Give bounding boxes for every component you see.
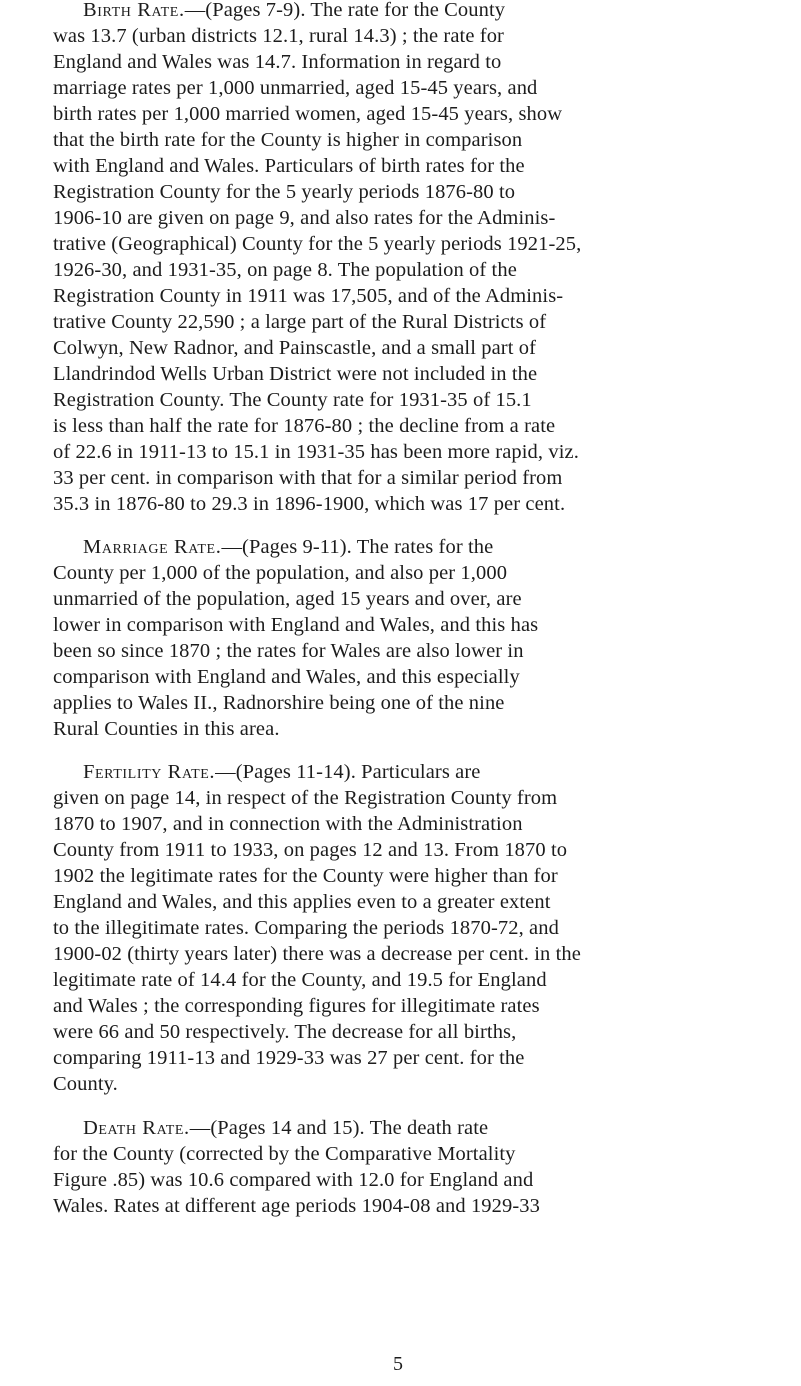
first-line-text: —(Pages 11-14). Particulars are [215, 761, 481, 783]
text-line: Rural Counties in this area. [53, 718, 280, 740]
section-heading: Death Rate. [83, 1117, 190, 1139]
text-line: County from 1911 to 1933, on pages 12 and 13. From 1870 to [53, 839, 568, 861]
text-line: Llandrindod Wells Urban District were not included in the [53, 363, 538, 385]
section-heading: Birth Rate. [83, 0, 185, 21]
text-line: with England and Wales. Particulars of birth rates for the [53, 155, 525, 177]
text-line: Colwyn, New Radnor, and Painscastle, and a small part of [53, 337, 537, 359]
text-line: lower in comparison with England and Wales, and this has [53, 614, 539, 636]
text-line: England and Wales, and this applies even to a greater extent [53, 891, 551, 913]
text-line: of 22.6 in 1911-13 to 15.1 in 1931-35 has been more rapid, viz. [53, 441, 579, 463]
text-line: been so since 1870 ; the rates for Wales are also lower in [53, 640, 524, 662]
text-line: Registration County for the 5 yearly periods 1876-80 to [53, 181, 516, 203]
text-line: England and Wales was 14.7. Information in regard to [53, 51, 502, 73]
text-line: trative County 22,590 ; a large part of the Rural Districts of [53, 311, 547, 333]
text-line: were 66 and 50 respectively. The decrease for all births, [53, 1021, 517, 1043]
page-number: 5 [393, 1353, 403, 1375]
text-line: Registration County. The County rate for 1931-35 of 15.1 [53, 389, 532, 411]
paragraph-first-line [83, 760, 480, 784]
text-line: 33 per cent. in comparison with that for a similar period from [53, 467, 563, 489]
text-line: 1906-10 are given on page 9, and also rates for the Adminis- [53, 207, 556, 229]
text-line: 1926-30, and 1931-35, on page 8. The population of the [53, 259, 517, 281]
text-line: birth rates per 1,000 married women, aged 15-45 years, show [53, 103, 563, 125]
paragraph-first-line [83, 0, 505, 22]
text-line: legitimate rate of 14.4 for the County, and 19.5 for England [53, 969, 547, 991]
first-line-text: —(Pages 14 and 15). The death rate [189, 1117, 489, 1139]
section-heading: Marriage Rate. [83, 536, 222, 558]
text-line: Wales. Rates at different age periods 1904-08 and 1929-33 [53, 1195, 540, 1217]
text-line: for the County (corrected by the Comparative Mortality [53, 1143, 516, 1165]
text-line: comparison with England and Wales, and this especially [53, 666, 520, 688]
text-line: marriage rates per 1,000 unmarried, aged 15-45 years, and [53, 77, 538, 99]
text-line: Registration County in 1911 was 17,505, and of the Adminis- [53, 285, 564, 307]
first-line-text: —(Pages 9-11). The rates for the [221, 536, 494, 558]
text-line: given on page 14, in respect of the Registration County from [53, 787, 558, 809]
text-line: is less than half the rate for 1876-80 ; the decline from a rate [53, 415, 556, 437]
text-line: and Wales ; the corresponding figures for illegitimate rates [53, 995, 540, 1017]
text-line: that the birth rate for the County is higher in comparison [53, 129, 523, 151]
text-line: comparing 1911-13 and 1929-33 was 27 per cent. for the [53, 1047, 525, 1069]
text-line: Figure .85) was 10.6 compared with 12.0 for England and [53, 1169, 534, 1191]
paragraph-first-line [83, 535, 493, 559]
text-line: trative (Geographical) County for the 5 yearly periods 1921-25, [53, 233, 582, 255]
text-line: 35.3 in 1876-80 to 29.3 in 1896-1900, which was 17 per cent. [53, 493, 566, 515]
text-line: 1900-02 (thirty years later) there was a decrease per cent. in the [53, 943, 581, 965]
paragraph-first-line [83, 1116, 488, 1140]
first-line-text: —(Pages 7-9). The rate for the County [184, 0, 506, 21]
text-line: 1870 to 1907, and in connection with the Administration [53, 813, 523, 835]
text-line: County. [53, 1073, 118, 1095]
text-line: was 13.7 (urban districts 12.1, rural 14.3) ; the rate for [53, 25, 504, 47]
text-line: unmarried of the population, aged 15 years and over, are [53, 588, 522, 610]
text-line: to the illegitimate rates. Comparing the periods 1870-72, and [53, 917, 559, 939]
text-line: County per 1,000 of the population, and also per 1,000 [53, 562, 508, 584]
section-heading: Fertility Rate. [83, 761, 216, 783]
text-line: applies to Wales II., Radnorshire being one of the nine [53, 692, 505, 714]
text-line: 1902 the legitimate rates for the County were higher than for [53, 865, 558, 887]
